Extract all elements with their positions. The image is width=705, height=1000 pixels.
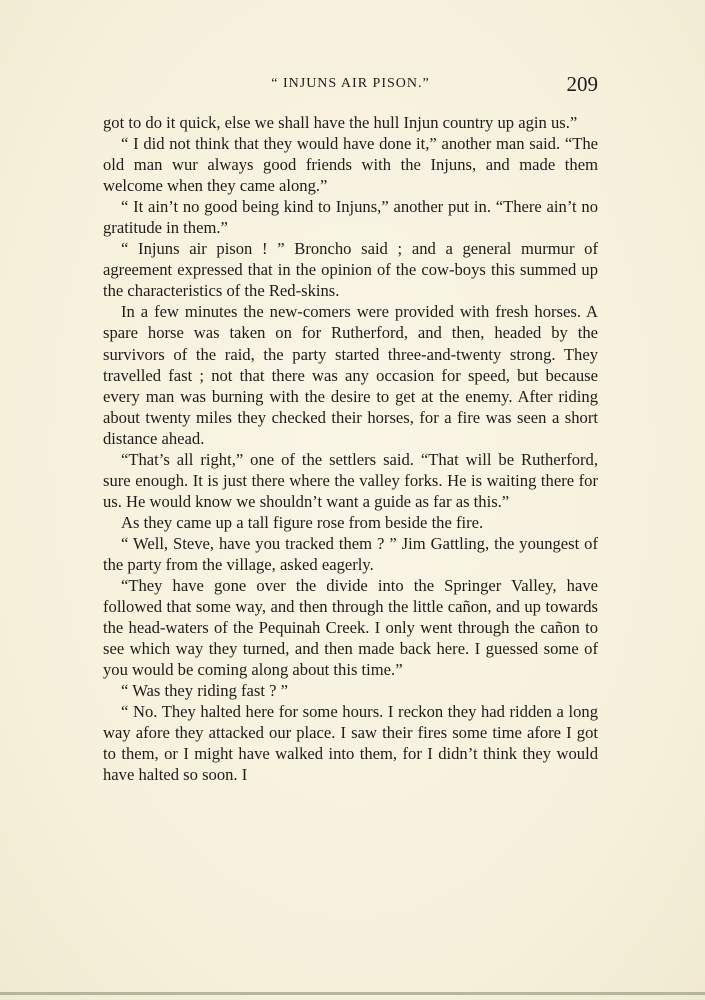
paragraph-7: As they came up a tall figure rose from beside the fire. <box>121 512 484 532</box>
paragraph-11: “ No. They halted here for some hours. I reckon they had ridden a long way afore they attacked our place. I saw their fires some time afore I got to them, or I might have walked into them, for I didn’t think they would have halted so soon. I <box>103 702 598 785</box>
page-number: 209 <box>566 72 598 96</box>
paragraph-8: “ Well, Steve, have you tracked them ? ” Jim Gattling, the youngest of the party from the village, asked eagerly. <box>103 533 598 574</box>
body-text <box>103 112 598 786</box>
paragraph-6: “That’s all right,” one of the settlers said. “That will be Rutherford, sure enough. It is just there where the valley forks. He is waiting there for us. He would know we shouldn’t want a guide as far as this.” <box>103 449 598 511</box>
paragraph-5: In a few minutes the new-comers were provided with fresh horses. A spare horse was taken on for Rutherford, and then, headed by the survivors of the raid, the party started three-and-twenty strong. They travelled fast ; not that there was any occasion for speed, but because every man was burning with the desire to get at the enemy. After riding about twenty miles they checked their horses, for a fire was seen a short distance ahead. <box>103 302 598 448</box>
paragraph-2: “ I did not think that they would have done it,” another man said. “The old man wur always good friends with the Injuns, and made them welcome when they came along.” <box>103 134 598 196</box>
paragraph-4: “ Injuns air pison ! ” Broncho said ; and a general murmur of agreement expressed that in the opinion of the cow-boys this summed up the characteristics of the Red-skins. <box>103 239 598 301</box>
page-bottom-edge <box>0 992 705 995</box>
paragraph-10: “ Was they riding fast ? ” <box>121 681 289 701</box>
page-header <box>103 72 598 102</box>
paragraph-1: got to do it quick, else we shall have the hull Injun country up agin us.” <box>103 113 578 132</box>
paragraph-9: “They have gone over the divide into the Springer Valley, have followed that some way, and then through the little cañon, and up towards the head-waters of the Pequinah Creek. I only went through the cañon to see which way they turned, and then made back here. I guessed some of you would be coming along about this time.” <box>103 576 598 680</box>
paragraph-3: “ It ain’t no good being kind to Injuns,” another put in. “There ain’t no gratitude in them.” <box>103 197 598 238</box>
running-head: “ INJUNS AIR PISON.” <box>271 76 430 91</box>
